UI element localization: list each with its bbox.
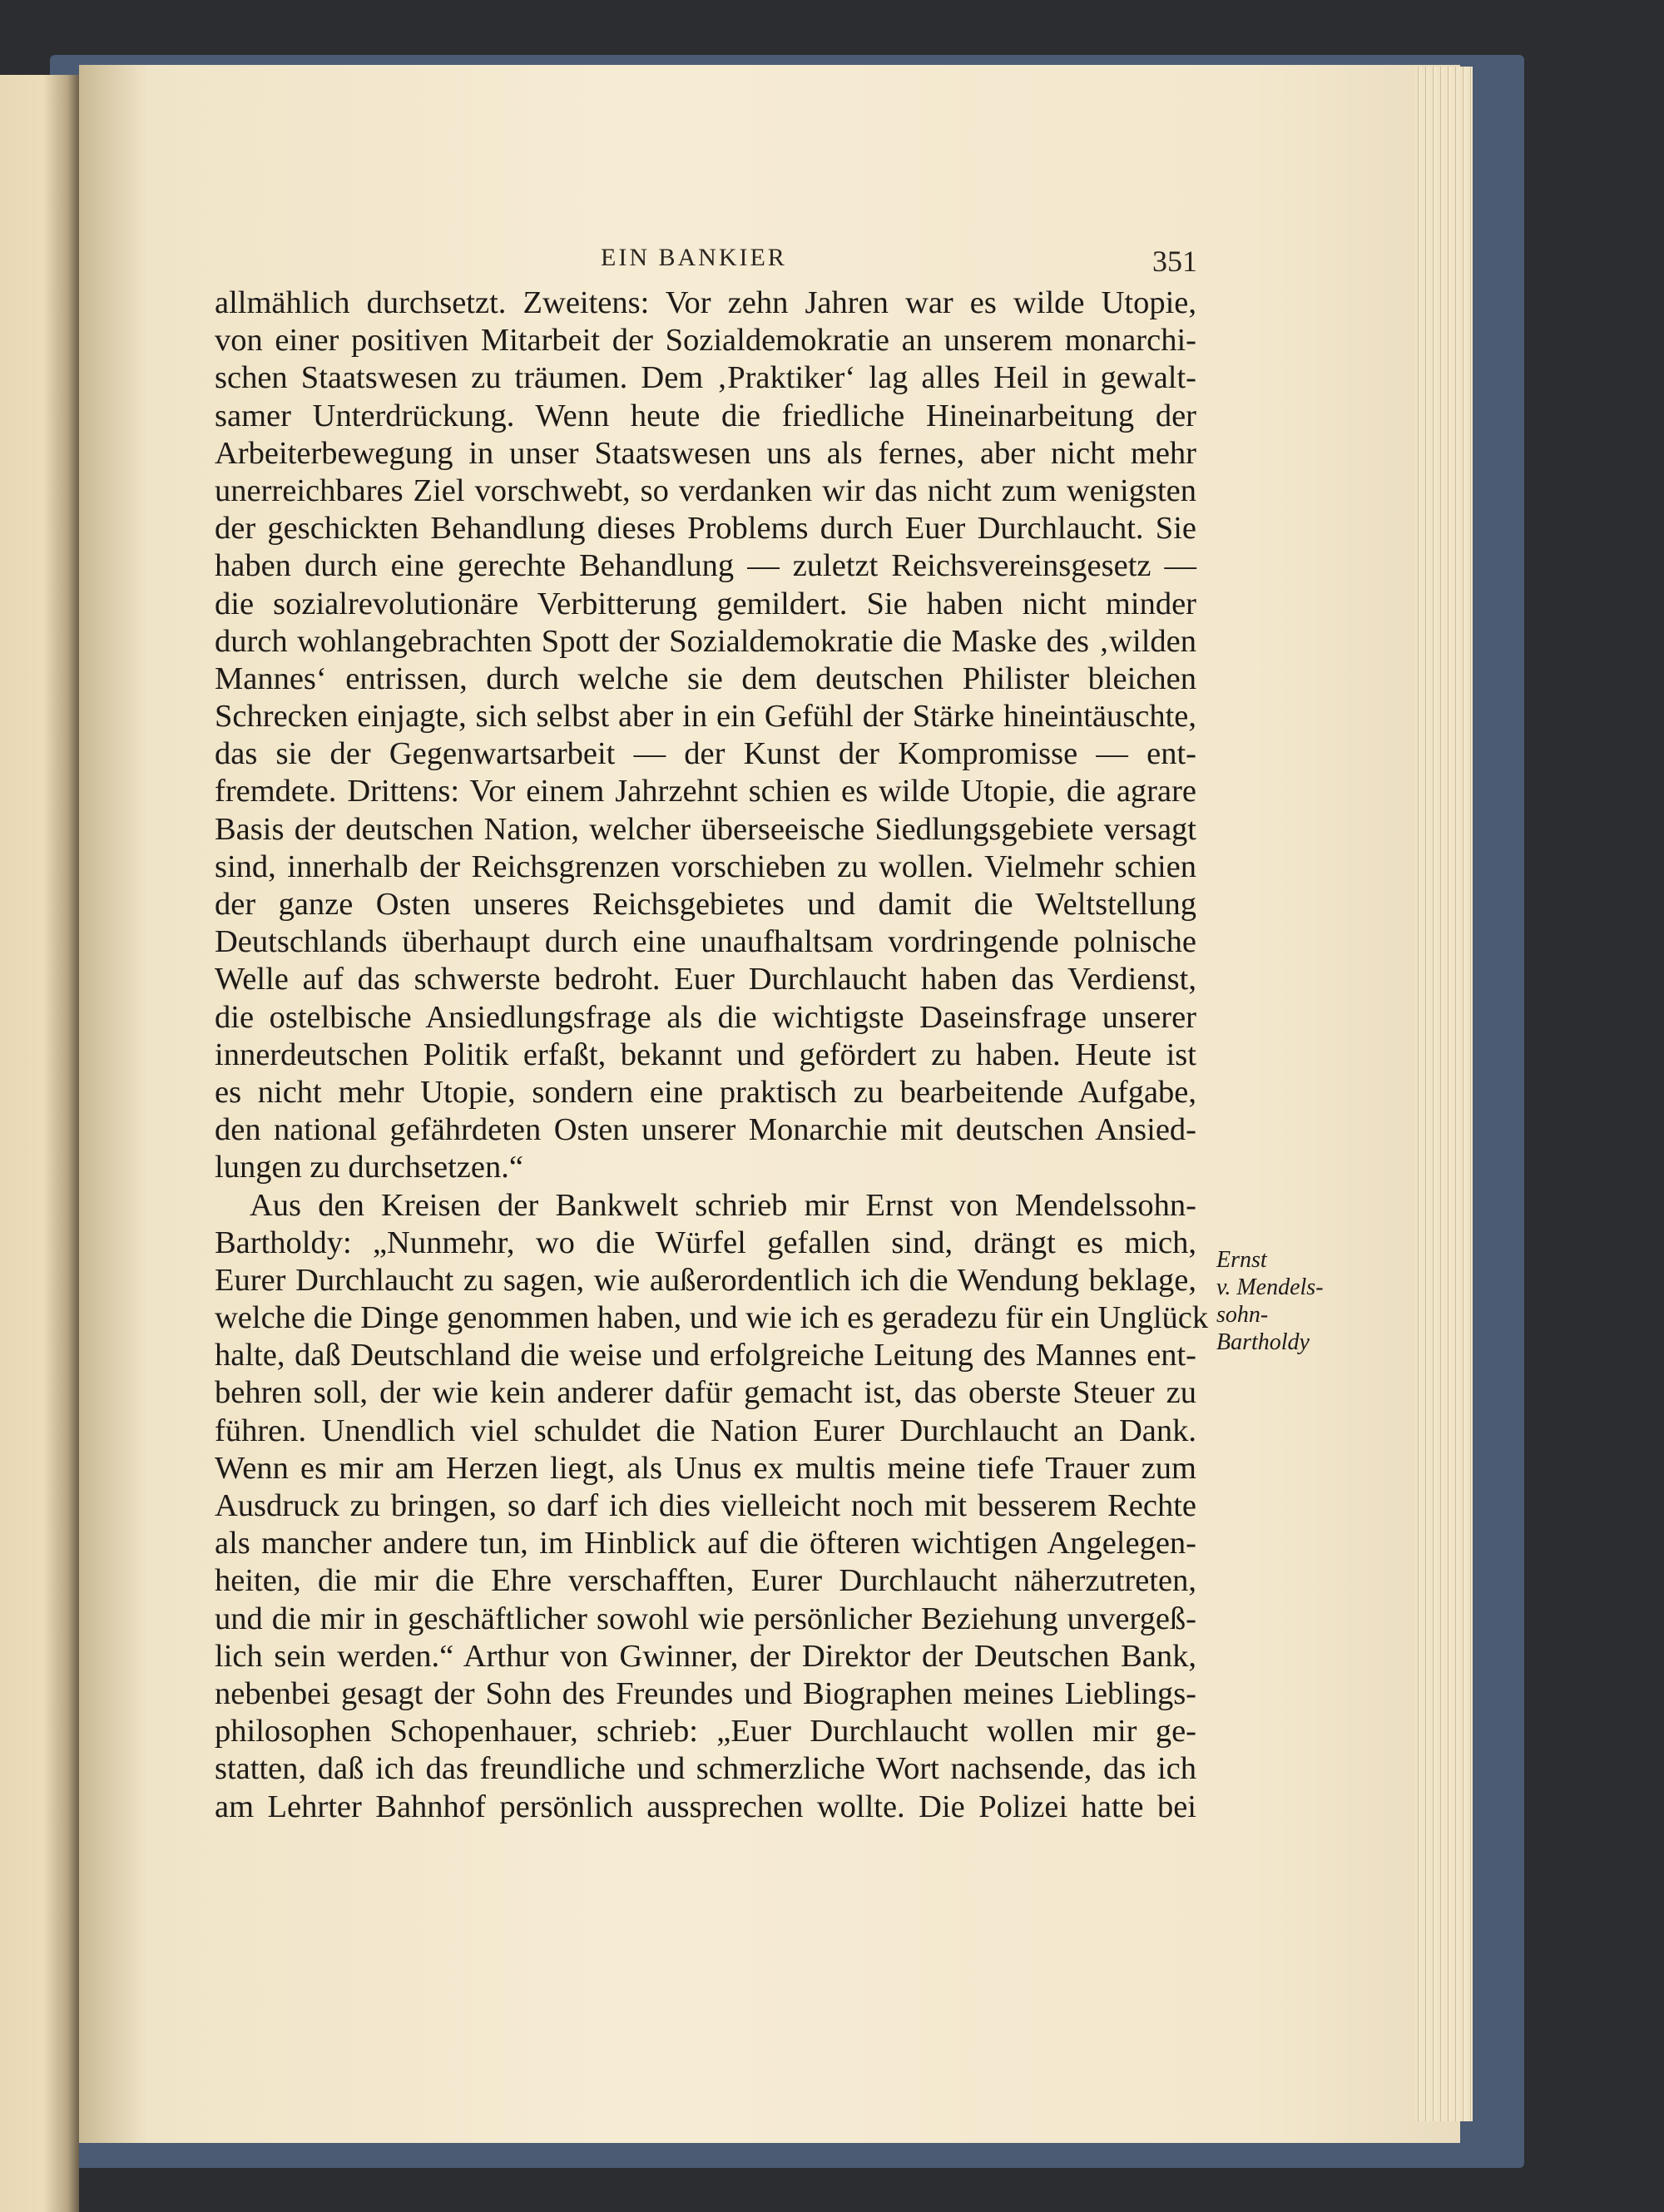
marginal-note-line: Ernst xyxy=(1216,1247,1267,1273)
text-line: halte, daß Deutschland die weise und erfolgreiche Leitung des Mannes ent- xyxy=(215,1338,1196,1373)
page-stack-edges xyxy=(1414,67,1473,2121)
text-line: innerdeutschen Politik erfaßt, bekannt und gefördert zu haben. Heute ist xyxy=(215,1037,1196,1072)
text-line: philosophen Schopenhauer, schrieb: „Euer Durchlaucht wollen mir ge- xyxy=(215,1714,1196,1749)
text-line: der geschickten Behandlung dieses Problems durch Euer Durchlaucht. Sie xyxy=(215,511,1196,547)
text-line: Eurer Durchlaucht zu sagen, wie außerordentlich ich die Wendung beklage, xyxy=(215,1262,1196,1298)
text-line: Deutschlands überhaupt durch eine unaufhaltsam vordringende polnische xyxy=(215,924,1196,960)
text-line: Welle auf das schwerste bedroht. Euer Durchlaucht haben das Verdienst, xyxy=(215,962,1196,997)
text-line: statten, daß ich das freundliche und schmerzliche Wort nachsende, das ich xyxy=(215,1751,1196,1787)
paragraph-first-line: Aus den Kreisen der Bankwelt schrieb mir Ernst von Mendelssohn- xyxy=(250,1187,1196,1223)
text-line: sind, innerhalb der Reichsgrenzen vorschieben zu wollen. Vielmehr schien xyxy=(215,849,1196,884)
text-line: Mannes‘ entrissen, durch welche sie dem deutschen Philister bleichen xyxy=(215,661,1196,696)
marginal-note xyxy=(1216,1246,1350,1356)
text-line: Basis der deutschen Nation, welcher überseeische Siedlungsgebiete versagt xyxy=(215,811,1196,847)
running-title: EIN BANKIER xyxy=(601,244,787,271)
text-line: es nicht mehr Utopie, sondern eine praktisch zu bearbeitende Aufgabe, xyxy=(215,1074,1196,1110)
text-line: Ausdruck zu bringen, so darf ich dies vielleicht noch mit besserem Rechte xyxy=(215,1488,1196,1523)
text-line: Bartholdy: „Nunmehr, wo die Würfel gefallen sind, drängt es mich, xyxy=(215,1225,1196,1260)
text-line: am Lehrter Bahnhof persönlich aussprechen wollte. Die Polizei hatte bei xyxy=(215,1789,1196,1824)
text-line: Wenn es mir am Herzen liegt, als Unus ex multis meine tiefe Trauer zum xyxy=(215,1450,1196,1486)
text-line: schen Staatswesen zu träumen. Dem ‚Praktiker‘ lag alles Heil in gewalt- xyxy=(215,360,1196,396)
text-line: allmählich durchsetzt. Zweitens: Vor zehn Jahren war es wilde Utopie, xyxy=(215,285,1196,320)
text-line: nebenbei gesagt der Sohn des Freundes und Biographen meines Lieblings- xyxy=(215,1675,1196,1711)
marginal-note-line: v. Mendels- xyxy=(1216,1274,1324,1300)
left-page-edge xyxy=(0,75,79,2212)
text-line: behren soll, der wie kein anderer dafür gemacht ist, das oberste Steuer zu xyxy=(215,1375,1196,1411)
text-line: der ganze Osten unseres Reichsgebietes und damit die Weltstellung xyxy=(215,887,1196,922)
text-line: unerreichbares Ziel vorschwebt, so verdanken wir das nicht zum wenigsten xyxy=(215,473,1196,508)
text-line: von einer positiven Mitarbeit der Sozialdemokratie an unserem monarchi- xyxy=(215,323,1196,359)
text-line: welche die Dinge genommen haben, und wie ich es geradezu für ein Unglück xyxy=(215,1300,1209,1336)
text-line: durch wohlangebrachten Spott der Sozialdemokratie die Maske des ‚wilden xyxy=(215,623,1196,659)
text-line: Arbeiterbewegung in unser Staatswesen uns als fernes, aber nicht mehr xyxy=(215,435,1196,471)
text-line: und die mir in geschäftlicher sowohl wie persönlicher Beziehung unvergeß- xyxy=(215,1601,1196,1636)
text-line: das sie der Gegenwartsarbeit — der Kunst der Kompromisse — ent- xyxy=(215,736,1196,772)
marginal-note-line: sohn- xyxy=(1216,1302,1269,1328)
text-line: lungen zu durchsetzen.“ xyxy=(215,1150,523,1185)
marginal-note-line: Bartholdy xyxy=(1216,1329,1310,1355)
text-line: fremdete. Drittens: Vor einem Jahrzehnt schien es wilde Utopie, die agrare xyxy=(215,774,1196,809)
text-line: die ostelbische Ansiedlungsfrage als die wichtigste Daseinsfrage unserer xyxy=(215,999,1196,1035)
text-line: führen. Unendlich viel schuldet die Nation Eurer Durchlaucht an Dank. xyxy=(215,1413,1196,1448)
text-line: als mancher andere tun, im Hinblick auf die öfteren wichtigen Angelegen- xyxy=(215,1526,1196,1561)
text-line: haben durch eine gerechte Behandlung — zuletzt Reichsvereinsgesetz — xyxy=(215,548,1196,584)
text-line: heiten, die mir die Ehre verschafften, Eurer Durchlaucht näherzutreten, xyxy=(215,1563,1196,1599)
text-line: samer Unterdrückung. Wenn heute die friedliche Hineinarbeitung der xyxy=(215,398,1196,433)
text-line: Schrecken einjagte, sich selbst aber in ein Gefühl der Stärke hineintäuschte, xyxy=(215,699,1196,735)
text-line: die sozialrevolutionäre Verbitterung gemildert. Sie haben nicht minder xyxy=(215,586,1196,621)
page-number: 351 xyxy=(1152,245,1197,278)
body-text xyxy=(215,285,1209,1826)
text-line: lich sein werden.“ Arthur von Gwinner, der Direktor der Deutschen Bank, xyxy=(215,1638,1196,1674)
text-line: den national gefährdeten Osten unserer Monarchie mit deutschen Ansied- xyxy=(215,1112,1196,1148)
